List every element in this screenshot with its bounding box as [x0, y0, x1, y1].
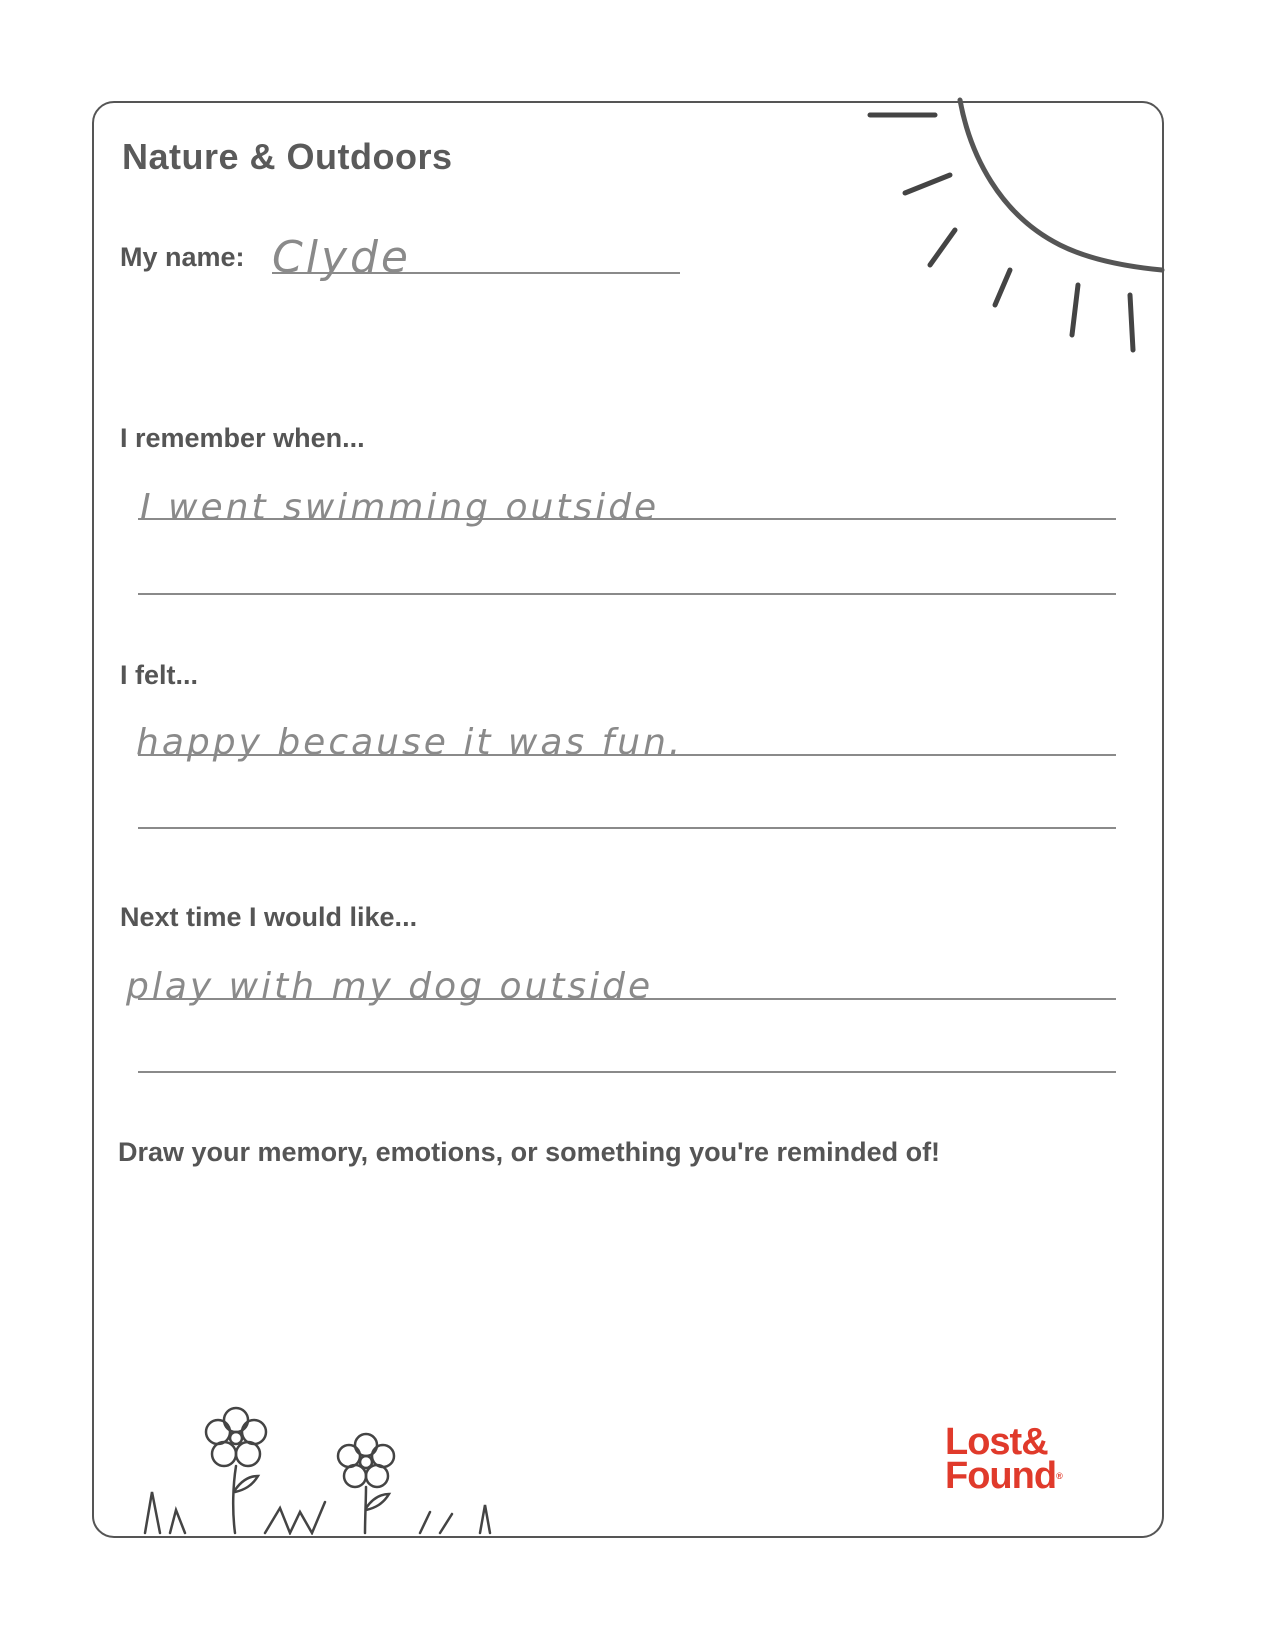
- felt-label: I felt...: [120, 660, 199, 690]
- remember-line-1: [138, 518, 1116, 520]
- name-underline: [272, 272, 680, 274]
- name-label: My name:: [120, 242, 245, 272]
- worksheet-title: Nature & Outdoors: [122, 136, 453, 177]
- name-value: Clyde: [272, 232, 411, 283]
- next-time-label: Next time I would like...: [120, 902, 418, 932]
- next-time-line-2: [138, 1071, 1116, 1073]
- felt-line-1: [138, 754, 1116, 756]
- flower-icon: [140, 1400, 520, 1535]
- sun-icon: [860, 95, 1165, 365]
- logo-line-1: Lost&: [945, 1421, 1048, 1463]
- remember-label: I remember when...: [120, 423, 365, 453]
- next-time-answer: play with my dog outside: [126, 966, 654, 1007]
- felt-answer: happy because it was fun.: [136, 722, 684, 763]
- registered-mark: ®: [1056, 1471, 1063, 1481]
- draw-prompt: Draw your memory, emotions, or something you're reminded of!: [118, 1137, 941, 1167]
- logo-line-2: Found: [945, 1455, 1057, 1497]
- felt-line-2: [138, 827, 1116, 829]
- remember-line-2: [138, 593, 1116, 595]
- remember-answer: I went swimming outside: [140, 487, 660, 528]
- next-time-line-1: [138, 998, 1116, 1000]
- lost-and-found-logo: [945, 1421, 1063, 1497]
